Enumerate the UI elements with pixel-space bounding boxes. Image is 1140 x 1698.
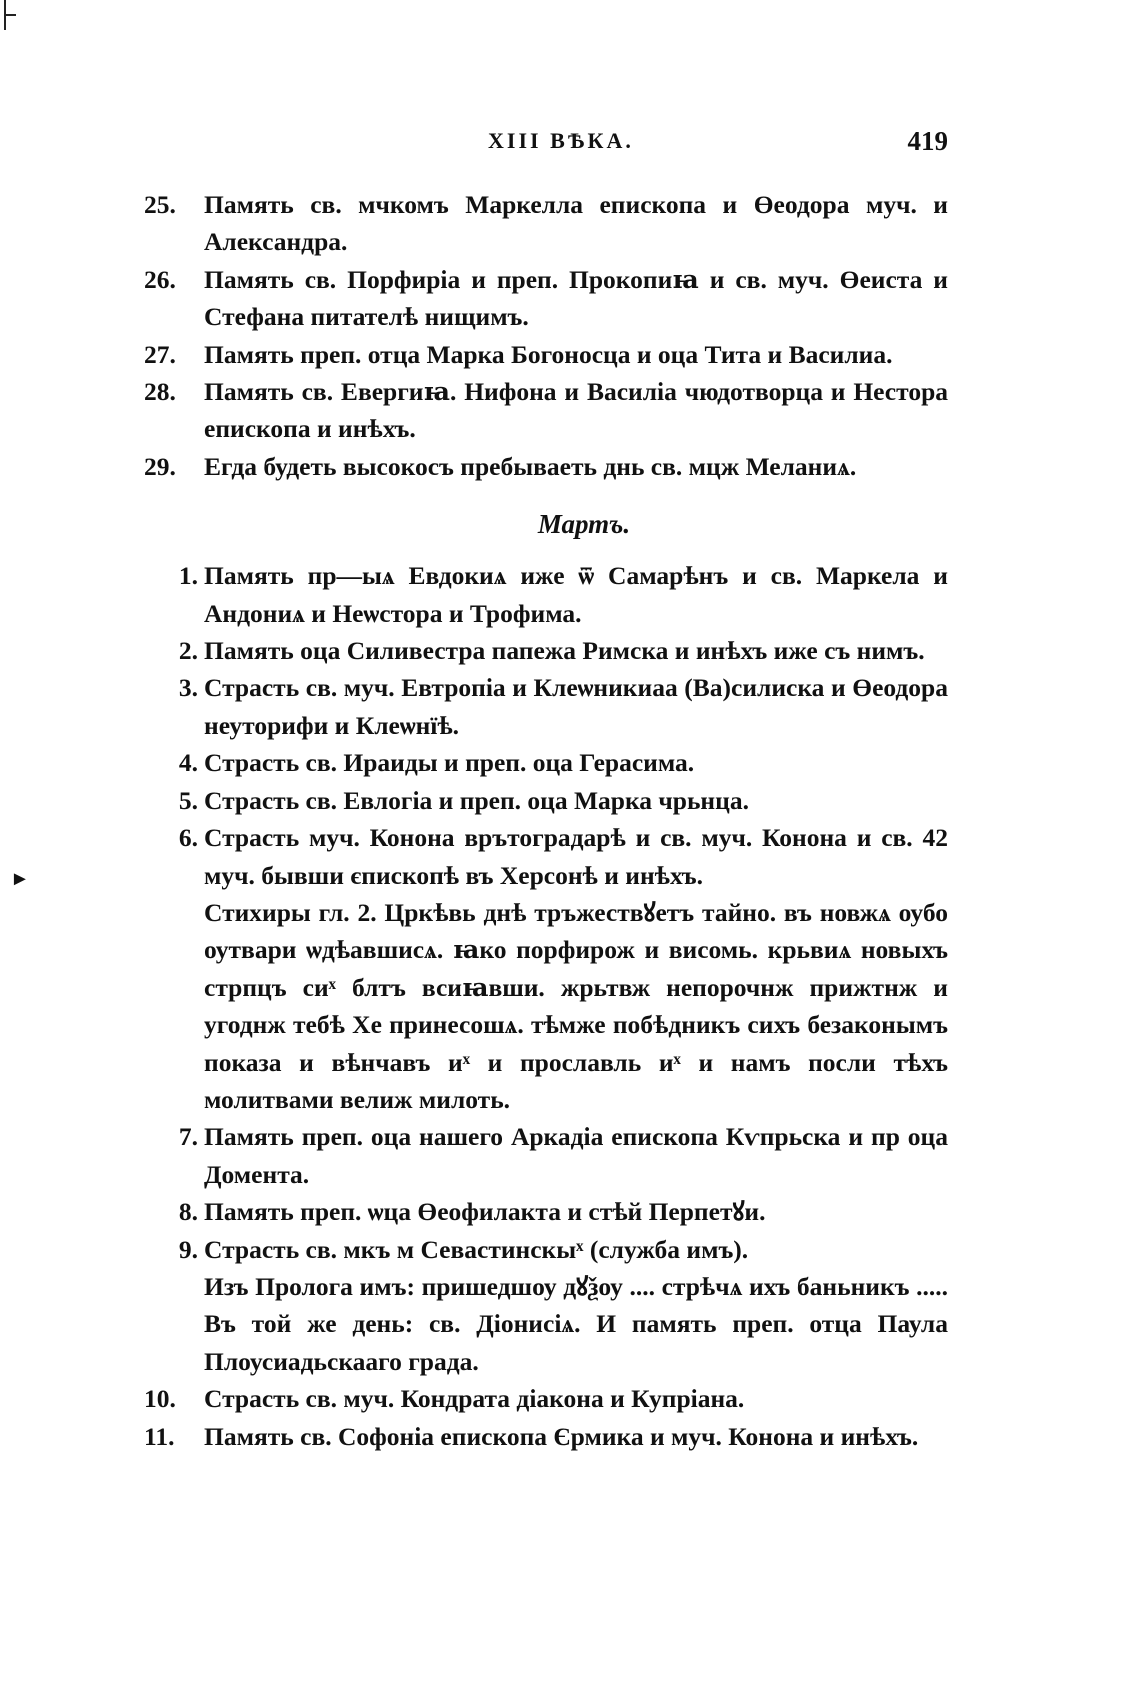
list-item	[148, 1118, 948, 1193]
entry-number: 29.	[144, 451, 176, 481]
entry-text: Страсть муч. Конона врътоградарѣ и св. муч. Конона и св. 42 муч. бывши єпископѣ въ Херсонѣ и инѣхъ.	[204, 823, 948, 890]
list-item	[148, 744, 948, 781]
entry-text: Страсть св. муч. Евтропіа и Клеѡникиаа (Ва)силиска и Өеодора неуторифи и Клеѡнїѣ.	[204, 673, 948, 740]
entry-text: Страсть св. Евлогіа и преп. оца Марка чрьнца.	[204, 785, 749, 815]
entry-text: Память св. мчкомъ Маркелла епископа и Өеодора муч. и Александра.	[204, 190, 948, 257]
entry-number: 4.	[178, 748, 198, 778]
list-item	[144, 373, 948, 448]
list-item	[144, 448, 948, 485]
scan-corner-tick	[4, 14, 16, 16]
entry-number: 5.	[178, 785, 198, 815]
entry-text: Память оца Силивестра папежа Римска и инѣхъ иже съ нимъ.	[204, 636, 925, 666]
entry-number: 1.	[178, 561, 198, 591]
prolog-paragraph: Изъ Пролога имъ: пришедшоу дꙋѯоу .... стрѣчѧ ихъ баньникъ ..... Въ той же день: св. Діонисіѧ. И память преп. отца Паула Плоусиадьскааго града.	[204, 1271, 948, 1376]
entry-text: Память пр—ыѧ Евдокиѧ иже ѿ Самарѣнъ и св. Маркела и Андониѧ и Неѡстора и Трофима.	[204, 561, 948, 628]
stichera-paragraph: Стихиры гл. 2. Цркѣвь днѣ тръжествꙋетъ тайно. въ новжѧ оубо оутвари ѡдѣавшисѧ. ꙗко порфирож и висомь. крьвиѧ новыхъ стрпцъ сиˣ блтъ всиꙗвши. жрьтвж непорочнж прижтнж и угоднж тебѣ Хе принесошѧ. тѣмже побѣдникъ сихъ безаконымъ показа и вѣнчавъ иˣ и прославль иˣ и намъ посли тѣхъ молитвами велиж милоть.	[204, 897, 948, 1114]
list-item	[148, 1231, 948, 1268]
entry-text: Страсть св. муч. Кондрата діакона и Купріана.	[204, 1384, 745, 1414]
list-item	[144, 1380, 948, 1417]
entry-text: Память св. Порфиріа и преп. Прокопиꙗ и св. муч. Өеиста и Стефана питателѣ нищимъ.	[204, 264, 948, 332]
entry-number: 8.	[178, 1197, 198, 1227]
entry-text: Память св. Софоніа епископа Єрмика и муч. Конона и инѣхъ.	[204, 1421, 919, 1451]
entry-text: Память преп. оца нашего Аркадіа епископа Кѵпрьска и пр оца Домента.	[204, 1122, 948, 1189]
list-item	[144, 261, 948, 336]
list-item	[148, 669, 948, 744]
list-item	[148, 819, 948, 894]
entry-text: Память св. Евергиꙗ. Нифона и Василіа чюдотворца и Нестора епископа и инѣхъ.	[204, 377, 948, 444]
entry-text: Егда будеть высокосъ пребываеть днь св. мцж Меланиѧ.	[204, 451, 857, 481]
page-header	[148, 128, 948, 168]
entry-number: 2.	[178, 636, 198, 666]
entry-text: Страсть св. мкъ м Севастинскыˣ (служба имъ).	[204, 1234, 749, 1264]
entry-text: Память преп. отца Марка Богоносца и оца Тита и Василиа.	[204, 339, 893, 369]
entry-number: 3.	[178, 673, 198, 703]
list-item	[148, 632, 948, 669]
running-head: XIII ВѢКА.	[488, 128, 634, 153]
entry-number: 9.	[178, 1234, 198, 1264]
entry-number: 11.	[144, 1421, 175, 1451]
list-item	[144, 1418, 948, 1455]
entry-text: Страсть св. Ираиды и преп. оца Герасима.	[204, 748, 695, 778]
list-item	[148, 782, 948, 819]
margin-pointer-icon: ►	[10, 868, 30, 890]
entry-number: 28.	[144, 377, 176, 407]
page-number: 419	[907, 126, 948, 156]
entry-number: 10.	[144, 1384, 176, 1414]
entry-number: 26.	[144, 264, 176, 294]
list-item	[144, 186, 948, 261]
list-item	[148, 557, 948, 632]
entry-number: 6.	[178, 823, 198, 853]
entry-number: 25.	[144, 190, 176, 219]
entry-text: Память преп. ѡца Өеофилакта и стѣй Перпетꙋи.	[204, 1197, 766, 1227]
section-title: Мартъ.	[537, 509, 631, 540]
list-item	[148, 1193, 948, 1230]
entry-number: 27.	[144, 339, 176, 369]
list-item	[144, 336, 948, 373]
page-body	[144, 186, 948, 1455]
entry-number: 7.	[178, 1122, 198, 1152]
